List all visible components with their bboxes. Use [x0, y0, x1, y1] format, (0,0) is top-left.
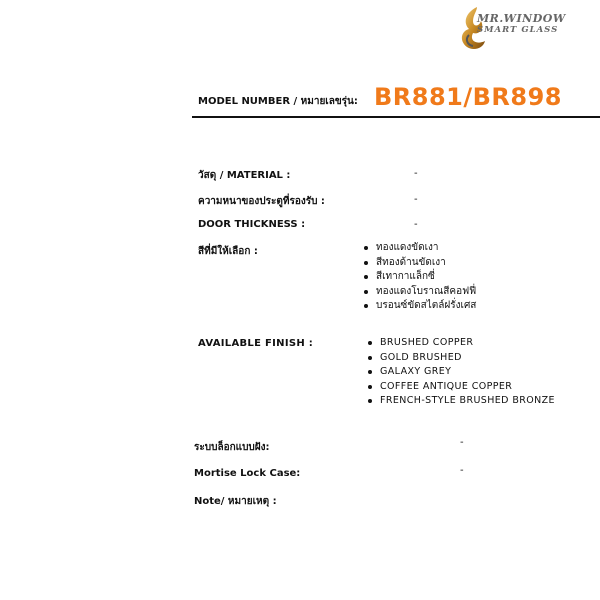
material-value: - [414, 168, 418, 179]
list-item: GOLD BRUSHED [366, 351, 555, 366]
list-item: บรอนซ์ขัดสไตล์ฝรั่งเศส [362, 299, 476, 314]
list-item: BRUSHED COPPER [366, 336, 555, 351]
mortise-lock-value: - [460, 465, 464, 476]
brand-tagline: SMART GLASS [477, 25, 559, 35]
model-number-label: MODEL NUMBER / หมายเลขรุ่น: [198, 96, 358, 107]
model-number-value: BR881/BR898 [374, 83, 563, 111]
mortise-lock-label: Mortise Lock Case: [194, 468, 301, 479]
brand-name: MR.WINDOW [477, 12, 566, 25]
list-item: ทองแดงโบราณสีคอฟฟี่ [362, 285, 476, 300]
finish-th-list [362, 241, 476, 314]
list-item: สีเทากาแล็กซี่ [362, 270, 476, 285]
mortise-lock-th-label: ระบบล็อกแบบฝัง: [194, 442, 270, 453]
brand-wordmark [477, 13, 566, 35]
note-label: Note/ หมายเหตุ : [194, 496, 277, 507]
available-finish-label: AVAILABLE FINISH : [198, 338, 314, 349]
material-label: วัสดุ / MATERIAL : [198, 170, 291, 181]
list-item: COFFEE ANTIQUE COPPER [366, 380, 555, 395]
door-thickness-value: - [414, 219, 418, 230]
list-item: ทองแดงขัดเงา [362, 241, 476, 256]
list-item: GALAXY GREY [366, 365, 555, 380]
list-item: สีทองด้านขัดเงา [362, 256, 476, 271]
brand-logo [455, 5, 595, 51]
available-finish-list [366, 336, 555, 409]
finish-th-label: สีที่มีให้เลือก : [198, 246, 258, 257]
mortise-lock-th-value: - [460, 437, 464, 448]
door-thickness-th-value: - [414, 194, 418, 205]
door-thickness-label: DOOR THICKNESS : [198, 219, 306, 230]
door-thickness-th-label: ความหนาของประตูที่รองรับ : [198, 196, 325, 207]
header-divider [192, 116, 600, 118]
list-item: FRENCH-STYLE BRUSHED BRONZE [366, 394, 555, 409]
